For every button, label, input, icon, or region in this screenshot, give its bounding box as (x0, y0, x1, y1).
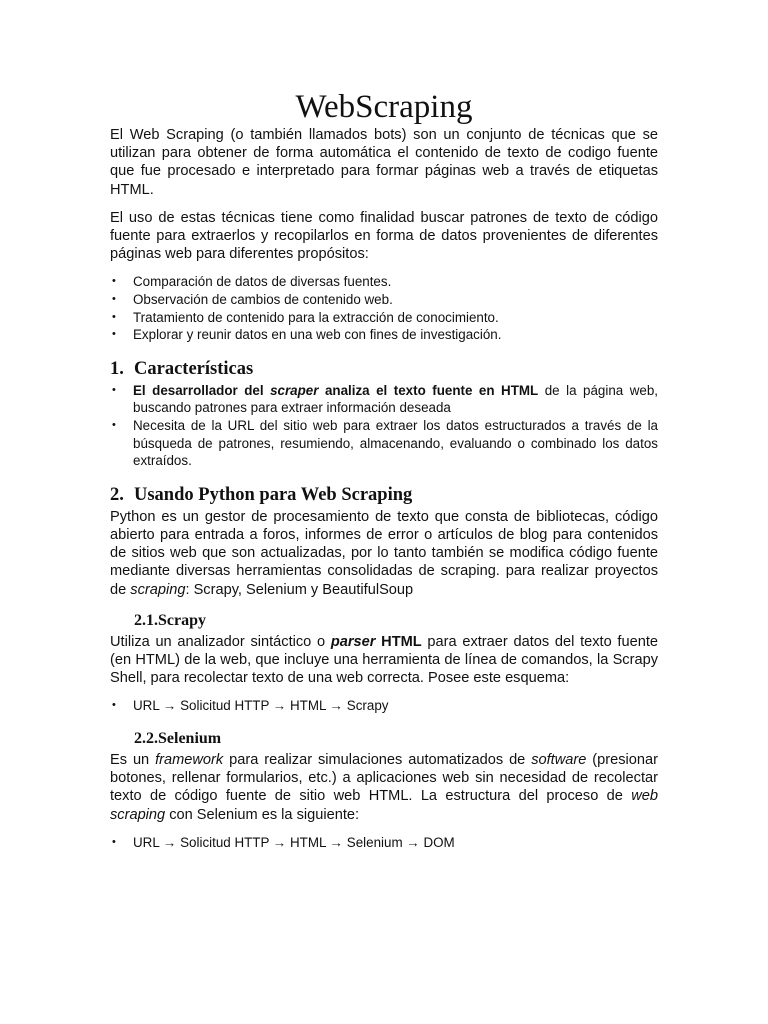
list-item: • URL → Solicitud HTTP → HTML → Scrapy (112, 698, 389, 714)
bullet-icon: • (112, 293, 116, 306)
intro-paragraph-1: El Web Scraping (o también llamados bots) son un conjunto de técnicas que se utilizan para obtener de forma automática el contenido de texto de codigo fuente que fue procesado e interpretado para formar páginas web a través de etiquetas HTML. (110, 127, 658, 198)
selenium-bullet-list (110, 834, 658, 852)
list-item: • Tratamiento de contenido para la extracción de conocimiento. (112, 309, 499, 325)
bullet-icon: • (112, 418, 116, 431)
bullet-icon: • (112, 835, 116, 848)
list-item: • Explorar y reunir datos en una web con fines de investigación. (112, 327, 502, 343)
scrapy-bullet-list (110, 697, 658, 715)
python-paragraph: Python es un gestor de procesamiento de texto que consta de bibliotecas, código abierto para entrada a foros, informes de error o artículos de blog para contenidos de sitios web que son actualizadas, por lo tanto también se modifica código fuente mediante diversas herramientas consolidadas de scraping. para realizar proyectos de scraping: Scrapy, Selenium y BeautifulSoup (110, 508, 658, 598)
scrapy-paragraph: Utiliza un analizador sintáctico o parser HTML para extraer datos del texto fuente (en HTML) de la web, que incluye una herramienta de línea de comandos, la Scrapy Shell, para recolectar texto de una web correcta. Posee este esquema: (110, 633, 658, 687)
bullet-icon: • (112, 328, 116, 341)
bullet-icon: • (112, 275, 116, 288)
list-item: • Observación de cambios de contenido web. (112, 292, 393, 308)
intro-bullet-list (110, 273, 658, 343)
section-heading-caracteristicas: 1. Características (110, 358, 254, 379)
selenium-paragraph: Es un framework para realizar simulaciones automatizados de software (presionar botones, rellenar formularios, etc.) a aplicaciones web sin necesidad de recolectar texto de código fuente de sitio web HTML. La estructura del proceso de web scraping con Selenium es la siguiente: (110, 751, 658, 823)
section-heading-python: 2. Usando Python para Web Scraping (110, 484, 413, 505)
caracteristicas-bullet-list (110, 382, 658, 470)
list-item: • URL → Solicitud HTTP → HTML → Selenium → DOM (112, 834, 455, 850)
subsection-heading-selenium: 2.2.Selenium (134, 729, 222, 747)
subsection-heading-scrapy: 2.1.Scrapy (134, 611, 206, 629)
bullet-icon: • (112, 310, 116, 323)
intro-paragraph-2: El uso de estas técnicas tiene como finalidad buscar patrones de texto de código fuente para extraerlos y recopilarlos en forma de datos provenientes de diferentes páginas web para diferentes propósitos: (110, 209, 658, 263)
bullet-icon: • (112, 699, 116, 712)
list-item: • El desarrollador del scraper analiza el texto fuente en HTML de la página web, buscando patrones para extraer información deseada (112, 382, 658, 416)
bullet-icon: • (112, 383, 116, 396)
document-title: WebScraping (295, 89, 473, 125)
list-item: • Comparación de datos de diversas fuentes. (112, 274, 392, 290)
list-item: • Necesita de la URL del sitio web para extraer los datos estructurados a través de la búsqueda de patrones, resumiendo, almacenando, evaluando o combinado los datos extraídos. (112, 417, 658, 469)
